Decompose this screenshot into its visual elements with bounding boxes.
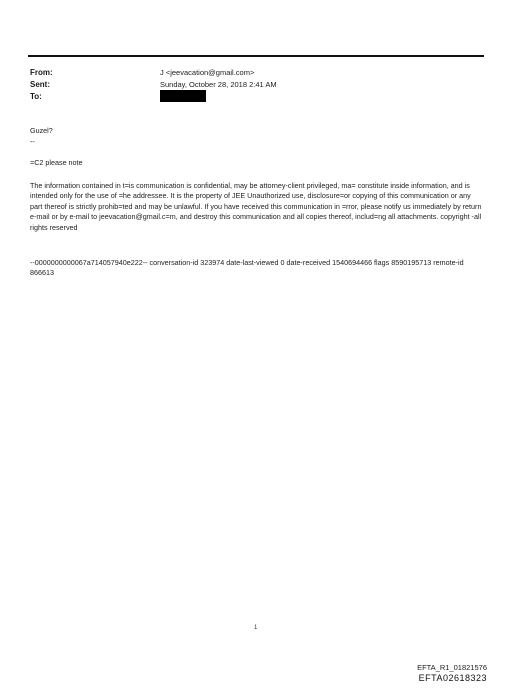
sent-value: Sunday, October 28, 2018 2:41 AM — [160, 80, 277, 89]
body-line-note: =C2 please note — [30, 158, 83, 167]
bates-stamp-secondary: EFTA02618323 — [418, 673, 487, 683]
from-label: From: — [30, 68, 53, 77]
redaction-box — [160, 90, 206, 102]
body-line-greeting: Guzel? — [30, 126, 53, 135]
bates-stamp-primary: EFTA_R1_01821576 — [417, 663, 487, 672]
message-metadata: --0000000000067a714057940e222-- conversation-id 323974 date-last-viewed 0 date-received 1540694466 flags 8590195713 remote-id 866613 — [30, 258, 464, 278]
sent-label: Sent: — [30, 80, 50, 89]
confidentiality-notice: The information contained in t=is communication is confidential, may be attorney-client privileged, ma= constitute inside information, and is intended only for the use of =he addressee. It is the property of JEE Unauthorized use, disclosure=or copying of this communication or any part thereof is strictly prohib=ted and may be unlawful. If you have received this communication in =rror, please notify us immediately by return e-mail or by e-mail to jeevacation@gmail.c=m, and destroy this communication and all copies thereof, includ=ng all attachments. copyright -all rights reserved — [30, 181, 482, 232]
to-label: To: — [30, 92, 42, 101]
header-rule — [28, 55, 484, 57]
from-value: J <jeevacation@gmail.com> — [160, 68, 255, 77]
page-number: 1 — [254, 625, 258, 631]
body-line-dashes: -- — [30, 137, 35, 146]
